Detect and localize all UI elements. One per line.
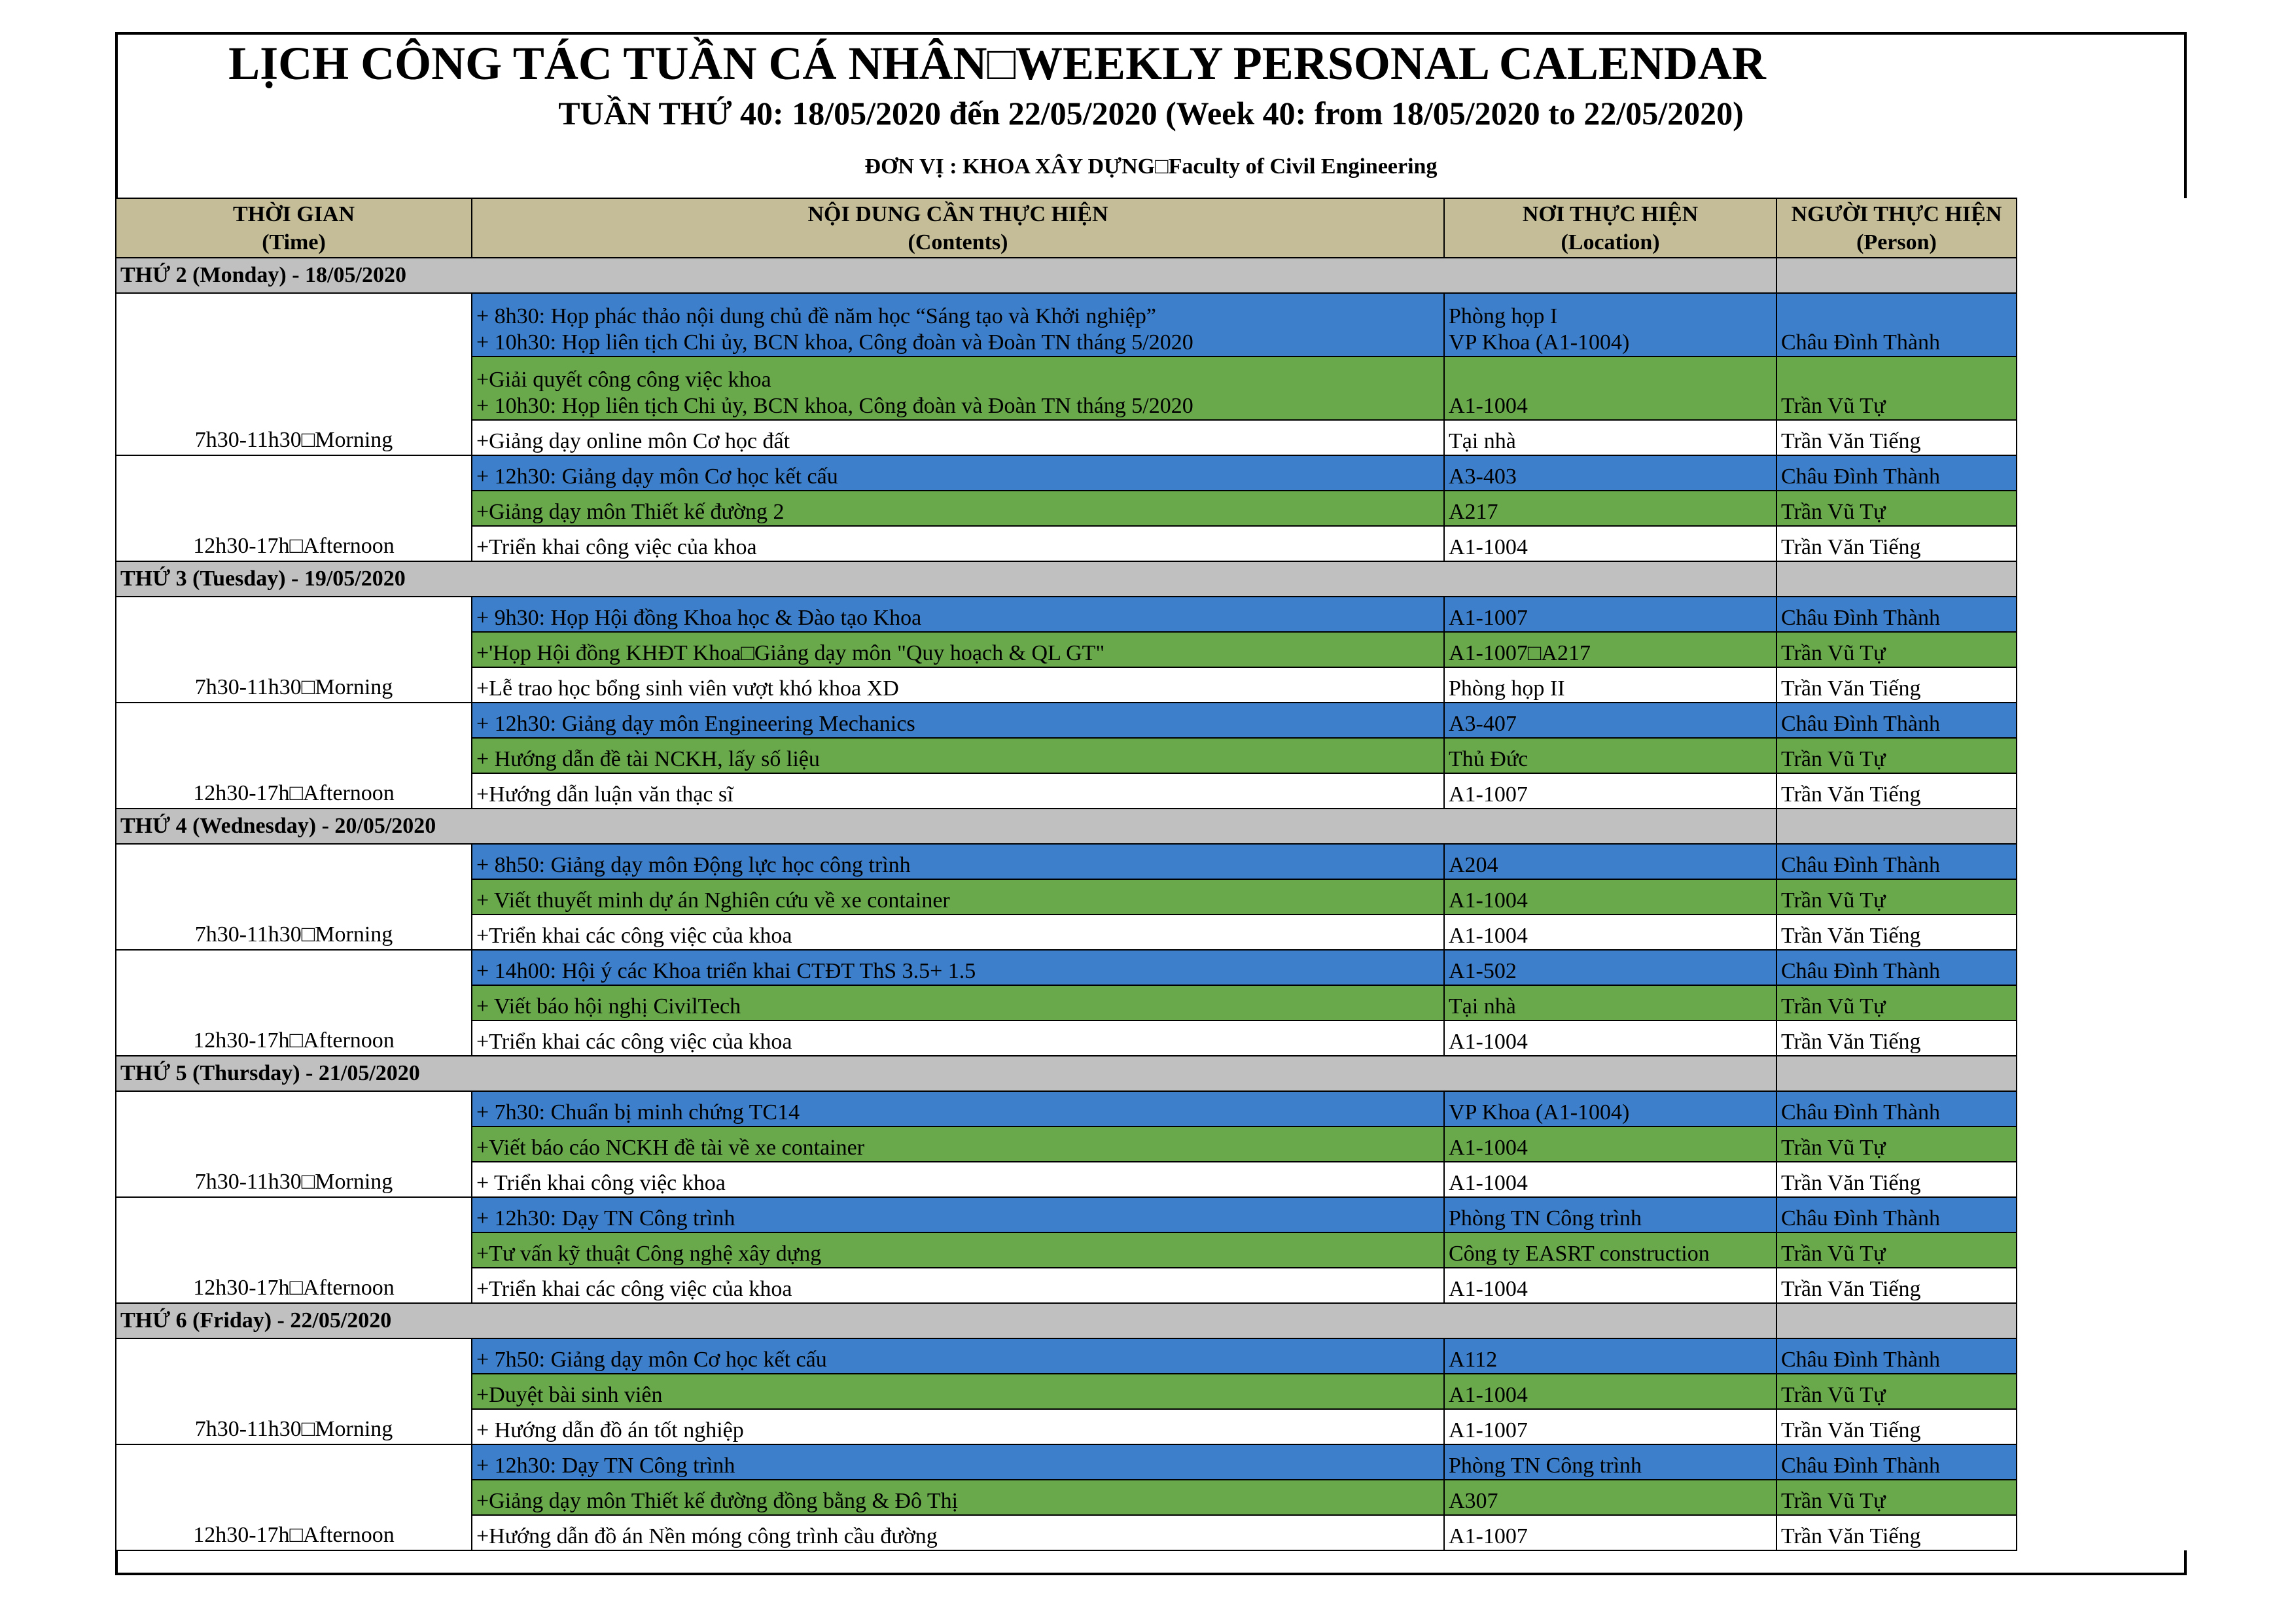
- table-margin: [2017, 844, 2187, 879]
- content-text: +Triển khai các công việc của khoa: [476, 1277, 792, 1301]
- table-margin: [2017, 561, 2187, 597]
- location-text: A1-1004: [1449, 1171, 1528, 1195]
- table-row: [116, 293, 2187, 357]
- location-text: Thủ Đức: [1449, 747, 1528, 771]
- table-margin: [2017, 1409, 2187, 1444]
- content-cell: [472, 950, 1444, 985]
- location-text: [1449, 367, 1772, 393]
- person-cell: Châu Đình Thành: [1776, 1444, 2017, 1480]
- table-header-row: [116, 198, 2187, 258]
- location-cell: [1444, 844, 1776, 879]
- table-margin: [2017, 526, 2187, 561]
- table-row: [116, 597, 2187, 632]
- person-cell: Trần Văn Tiếng: [1776, 526, 2017, 561]
- content-cell: [472, 597, 1444, 632]
- location-cell: [1444, 1515, 1776, 1550]
- location-cell: [1444, 1021, 1776, 1056]
- location-cell: [1444, 420, 1776, 455]
- person-cell: Trần Văn Tiếng: [1776, 420, 2017, 455]
- content-cell: [472, 703, 1444, 738]
- person-cell: Châu Đình Thành: [1776, 455, 2017, 491]
- content-cell: [472, 844, 1444, 879]
- session-time: 12h30-17h□Afternoon: [116, 455, 472, 561]
- location-text: Phòng TN Công trình: [1449, 1206, 1642, 1230]
- location-cell: [1444, 738, 1776, 773]
- location-text: A1-1007: [1449, 1524, 1528, 1548]
- content-text: +Hướng dẫn đồ án Nền móng công trình cầu đường: [476, 1524, 938, 1548]
- table-margin: [2017, 1303, 2187, 1338]
- day-person-cell: [1776, 1303, 2017, 1338]
- table-margin: [2017, 985, 2187, 1021]
- content-cell: [472, 1409, 1444, 1444]
- day-label: THỨ 6 (Friday) - 22/05/2020: [116, 1303, 1776, 1338]
- table-margin: [2017, 1056, 2187, 1091]
- person-cell: Trần Văn Tiếng: [1776, 667, 2017, 703]
- location-cell: [1444, 1091, 1776, 1126]
- location-text: Tại nhà: [1449, 994, 1516, 1019]
- table-margin: [2017, 632, 2187, 667]
- content-cell: [472, 1021, 1444, 1056]
- person-cell: Trần Văn Tiếng: [1776, 1409, 2017, 1444]
- location-text: A1-502: [1449, 959, 1517, 983]
- content-cell: [472, 1515, 1444, 1550]
- content-cell: [472, 1232, 1444, 1268]
- day-label: THỨ 4 (Wednesday) - 20/05/2020: [116, 809, 1776, 844]
- location-text: A1-1004: [1449, 924, 1528, 948]
- session-time: 12h30-17h□Afternoon: [116, 1444, 472, 1550]
- person-cell: Trần Vũ Tự: [1776, 1232, 2017, 1268]
- content-cell: [472, 491, 1444, 526]
- person-cell: Trần Văn Tiếng: [1776, 773, 2017, 809]
- location-text: A1-1004: [1449, 1383, 1528, 1407]
- location-cell: [1444, 1409, 1776, 1444]
- location-text: Phòng họp II: [1449, 676, 1565, 701]
- location-text: A3-407: [1449, 712, 1517, 736]
- table-margin: [2017, 1374, 2187, 1409]
- day-label: THỨ 5 (Thursday) - 21/05/2020: [116, 1056, 1776, 1091]
- location-text: Công ty EASRT construction: [1449, 1242, 1710, 1266]
- content-text: +Giảng dạy online môn Cơ học đất: [476, 429, 790, 453]
- table-margin: [2017, 703, 2187, 738]
- location-text: A1-1007: [1449, 1418, 1528, 1442]
- content-text: +Triển khai các công việc của khoa: [476, 924, 792, 948]
- content-cell: [472, 1162, 1444, 1197]
- table-row: [116, 455, 2187, 491]
- content-text: + Hướng dẫn đồ án tốt nghiệp: [476, 1418, 744, 1442]
- content-text: +Duyệt bài sinh viên: [476, 1383, 663, 1407]
- location-cell: [1444, 1444, 1776, 1480]
- content-cell: [472, 985, 1444, 1021]
- day-row: [116, 1056, 2187, 1091]
- content-text: + Triển khai công việc khoa: [476, 1171, 726, 1195]
- calendar-body: [116, 258, 2187, 1550]
- table-row: [116, 844, 2187, 879]
- person-cell: Châu Đình Thành: [1776, 293, 2017, 357]
- content-text: + Viết thuyết minh dự án Nghiên cứu về xe container: [476, 888, 950, 913]
- person-cell: Trần Văn Tiếng: [1776, 1268, 2017, 1303]
- table-margin: [2017, 1480, 2187, 1515]
- column-header-person: NGƯỜI THỰC HIỆN (Person): [1776, 198, 2017, 258]
- content-text: + Hướng dẫn đề tài NCKH, lấy số liệu: [476, 747, 820, 771]
- column-header-contents: NỘI DUNG CẦN THỰC HIỆN (Contents): [472, 198, 1444, 258]
- location-cell: [1444, 667, 1776, 703]
- day-row: [116, 809, 2187, 844]
- location-text-line2: A1-1004: [1449, 394, 1528, 418]
- day-label: THỨ 3 (Tuesday) - 19/05/2020: [116, 561, 1776, 597]
- location-text: A1-1004: [1449, 888, 1528, 913]
- content-cell: [472, 667, 1444, 703]
- location-text: A1-1007: [1449, 782, 1528, 807]
- session-time: 7h30-11h30□Morning: [116, 293, 472, 455]
- day-person-cell: [1776, 258, 2017, 293]
- content-text: +Giảng dạy môn Thiết kế đường 2: [476, 500, 785, 524]
- table-margin: [2017, 597, 2187, 632]
- day-person-cell: [1776, 561, 2017, 597]
- table-margin: [2017, 1515, 2187, 1550]
- content-cell: [472, 632, 1444, 667]
- location-text: A307: [1449, 1489, 1498, 1513]
- location-text: A1-1004: [1449, 1136, 1528, 1160]
- content-cell: [472, 455, 1444, 491]
- location-cell: [1444, 1374, 1776, 1409]
- location-cell: [1444, 526, 1776, 561]
- location-text: A3-403: [1449, 464, 1517, 489]
- table-row: [116, 1091, 2187, 1126]
- person-cell: Châu Đình Thành: [1776, 950, 2017, 985]
- unit-label: ĐƠN VỊ : KHOA XÂY DỰNG□Faculty of Civil Engineering: [864, 154, 1438, 179]
- content-cell: [472, 915, 1444, 950]
- location-cell: [1444, 597, 1776, 632]
- day-row: [116, 1303, 2187, 1338]
- content-text: + Viết báo hội nghị CivilTech: [476, 994, 741, 1019]
- content-text: +Giải quyết công công việc khoa: [476, 368, 771, 392]
- location-cell: [1444, 455, 1776, 491]
- person-cell: Châu Đình Thành: [1776, 597, 2017, 632]
- content-cell: [472, 1480, 1444, 1515]
- location-text: A1-1007□A217: [1449, 641, 1591, 665]
- content-text: +Tư vấn kỹ thuật Công nghệ xây dựng: [476, 1242, 822, 1266]
- location-cell: [1444, 703, 1776, 738]
- content-cell: [472, 773, 1444, 809]
- table-margin: [2017, 1126, 2187, 1162]
- table-row: [116, 703, 2187, 738]
- location-text: A1-1004: [1449, 535, 1528, 559]
- location-text: Phòng TN Công trình: [1449, 1454, 1642, 1478]
- table-margin: [2017, 293, 2187, 357]
- column-header-location: NƠI THỰC HIỆN (Location): [1444, 198, 1776, 258]
- person-cell: Trần Vũ Tự: [1776, 632, 2017, 667]
- content-cell: [472, 1374, 1444, 1409]
- table-margin: [2017, 667, 2187, 703]
- content-text: + 7h30: Chuẩn bị minh chứng TC14: [476, 1100, 800, 1125]
- table-margin: [2017, 915, 2187, 950]
- page-title: [115, 35, 2187, 92]
- table-margin: [2017, 455, 2187, 491]
- day-row: [116, 258, 2187, 293]
- table-margin: [2017, 1021, 2187, 1056]
- location-cell: [1444, 879, 1776, 915]
- content-text: +Triển khai công việc của khoa: [476, 535, 757, 559]
- session-time: 7h30-11h30□Morning: [116, 1091, 472, 1197]
- person-cell: Trần Vũ Tự: [1776, 738, 2017, 773]
- person-cell: Trần Vũ Tự: [1776, 1480, 2017, 1515]
- table-margin: [2017, 198, 2187, 258]
- content-text-line2: + 10h30: Họp liên tịch Chi ủy, BCN khoa, Công đoàn và Đoàn TN tháng 5/2020: [476, 394, 1193, 418]
- location-text: A204: [1449, 853, 1498, 877]
- location-cell: [1444, 1268, 1776, 1303]
- table-margin: [2017, 1232, 2187, 1268]
- content-cell: [472, 293, 1444, 357]
- table-margin: [2017, 773, 2187, 809]
- location-cell: [1444, 357, 1776, 420]
- person-cell: Trần Văn Tiếng: [1776, 1162, 2017, 1197]
- content-text: + 7h50: Giảng dạy môn Cơ học kết cấu: [476, 1348, 827, 1372]
- table-margin: [2017, 950, 2187, 985]
- location-cell: [1444, 950, 1776, 985]
- column-header-time: THỜI GIAN (Time): [116, 198, 472, 258]
- location-text: A1-1004: [1449, 1030, 1528, 1054]
- content-text: +Hướng dẫn luận văn thạc sĩ: [476, 782, 733, 807]
- table-margin: [2017, 1338, 2187, 1374]
- table-row: [116, 950, 2187, 985]
- location-text: A1-1007: [1449, 606, 1528, 630]
- location-cell: [1444, 1197, 1776, 1232]
- table-margin: [2017, 357, 2187, 420]
- day-person-cell: [1776, 809, 2017, 844]
- content-text: + 12h30: Dạy TN Công trình: [476, 1206, 735, 1230]
- location-text: Phòng họp I: [1449, 304, 1558, 328]
- calendar-table: [115, 198, 2188, 1551]
- session-time: 12h30-17h□Afternoon: [116, 703, 472, 809]
- person-cell: Trần Văn Tiếng: [1776, 1021, 2017, 1056]
- table-row: [116, 1444, 2187, 1480]
- table-margin: [2017, 258, 2187, 293]
- table-margin: [2017, 809, 2187, 844]
- person-cell: Châu Đình Thành: [1776, 703, 2017, 738]
- location-cell: [1444, 293, 1776, 357]
- person-cell: Châu Đình Thành: [1776, 1197, 2017, 1232]
- session-time: 7h30-11h30□Morning: [116, 844, 472, 950]
- location-cell: [1444, 1338, 1776, 1374]
- location-cell: [1444, 915, 1776, 950]
- location-text: Tại nhà: [1449, 429, 1516, 453]
- content-cell: [472, 420, 1444, 455]
- content-cell: [472, 879, 1444, 915]
- location-text: A217: [1449, 500, 1498, 524]
- table-margin: [2017, 1091, 2187, 1126]
- session-time: 12h30-17h□Afternoon: [116, 1197, 472, 1303]
- session-time: 7h30-11h30□Morning: [116, 597, 472, 703]
- page-title-text: LỊCH CÔNG TÁC TUẦN CÁ NHÂN□WEEKLY PERSONAL CALENDAR: [228, 37, 1766, 90]
- table-margin: [2017, 738, 2187, 773]
- content-cell: [472, 526, 1444, 561]
- content-text: +Triển khai các công việc của khoa: [476, 1030, 792, 1054]
- content-text: +Giảng dạy môn Thiết kế đường đồng bằng & Đô Thị: [476, 1489, 959, 1513]
- person-cell: Trần Vũ Tự: [1776, 985, 2017, 1021]
- content-text: +Viết báo cáo NCKH đề tài về xe container: [476, 1136, 865, 1160]
- content-text-line2: + 10h30: Họp liên tịch Chi ủy, BCN khoa, Công đoàn và Đoàn TN tháng 5/2020: [476, 330, 1193, 355]
- location-cell: [1444, 985, 1776, 1021]
- week-subtitle: TUẦN THỨ 40: 18/05/2020 đến 22/05/2020 (Week 40: from 18/05/2020 to 22/05/2020): [558, 95, 1744, 131]
- content-cell: [472, 1268, 1444, 1303]
- content-cell: [472, 1197, 1444, 1232]
- content-text: + 9h30: Họp Hội đồng Khoa học & Đào tạo Khoa: [476, 606, 922, 630]
- day-person-cell: [1776, 1056, 2017, 1091]
- location-cell: [1444, 1126, 1776, 1162]
- location-text: A112: [1449, 1348, 1498, 1372]
- content-cell: [472, 1126, 1444, 1162]
- table-margin: [2017, 1444, 2187, 1480]
- table-margin: [2017, 491, 2187, 526]
- location-cell: [1444, 632, 1776, 667]
- content-text: +Lễ trao học bổng sinh viên vượt khó khoa XD: [476, 676, 899, 701]
- content-text: + 12h30: Dạy TN Công trình: [476, 1454, 735, 1478]
- person-cell: Trần Vũ Tự: [1776, 1126, 2017, 1162]
- table-row: [116, 1338, 2187, 1374]
- day-label: THỨ 2 (Monday) - 18/05/2020: [116, 258, 1776, 293]
- content-cell: [472, 357, 1444, 420]
- content-text: + 8h50: Giảng dạy môn Động lực học công trình: [476, 853, 911, 877]
- location-cell: [1444, 1232, 1776, 1268]
- session-time: 12h30-17h□Afternoon: [116, 950, 472, 1056]
- location-text-line2: VP Khoa (A1-1004): [1449, 330, 1630, 355]
- table-margin: [2017, 420, 2187, 455]
- content-text: + 14h00: Hội ý các Khoa triển khai CTĐT ThS 3.5+ 1.5: [476, 959, 976, 983]
- content-text: + 12h30: Giảng dạy môn Engineering Mechanics: [476, 712, 915, 736]
- content-text: + 12h30: Giảng dạy môn Cơ học kết cấu: [476, 464, 838, 489]
- person-cell: Trần Vũ Tự: [1776, 879, 2017, 915]
- person-cell: Châu Đình Thành: [1776, 1091, 2017, 1126]
- person-cell: Trần Vũ Tự: [1776, 491, 2017, 526]
- person-cell: Trần Văn Tiếng: [1776, 915, 2017, 950]
- person-cell: Châu Đình Thành: [1776, 844, 2017, 879]
- content-cell: [472, 1444, 1444, 1480]
- location-cell: [1444, 1162, 1776, 1197]
- table-row: [116, 1197, 2187, 1232]
- location-text: VP Khoa (A1-1004): [1449, 1100, 1630, 1125]
- content-cell: [472, 1091, 1444, 1126]
- location-cell: [1444, 1480, 1776, 1515]
- content-text: +'Họp Hội đồng KHĐT Khoa□Giảng dạy môn "Quy hoạch & QL GT": [476, 641, 1105, 665]
- person-cell: Châu Đình Thành: [1776, 1338, 2017, 1374]
- content-text: + 8h30: Họp phác thảo nội dung chủ đề năm học “Sáng tạo và Khởi nghiệp”: [476, 304, 1156, 328]
- location-cell: [1444, 491, 1776, 526]
- table-margin: [2017, 1162, 2187, 1197]
- location-cell: [1444, 773, 1776, 809]
- day-row: [116, 561, 2187, 597]
- person-cell: Trần Vũ Tự: [1776, 1374, 2017, 1409]
- table-margin: [2017, 1268, 2187, 1303]
- session-time: 7h30-11h30□Morning: [116, 1338, 472, 1444]
- table-margin: [2017, 1197, 2187, 1232]
- location-text: A1-1004: [1449, 1277, 1528, 1301]
- content-cell: [472, 1338, 1444, 1374]
- table-margin: [2017, 879, 2187, 915]
- content-cell: [472, 738, 1444, 773]
- person-cell: Trần Vũ Tự: [1776, 357, 2017, 420]
- person-cell: Trần Văn Tiếng: [1776, 1515, 2017, 1550]
